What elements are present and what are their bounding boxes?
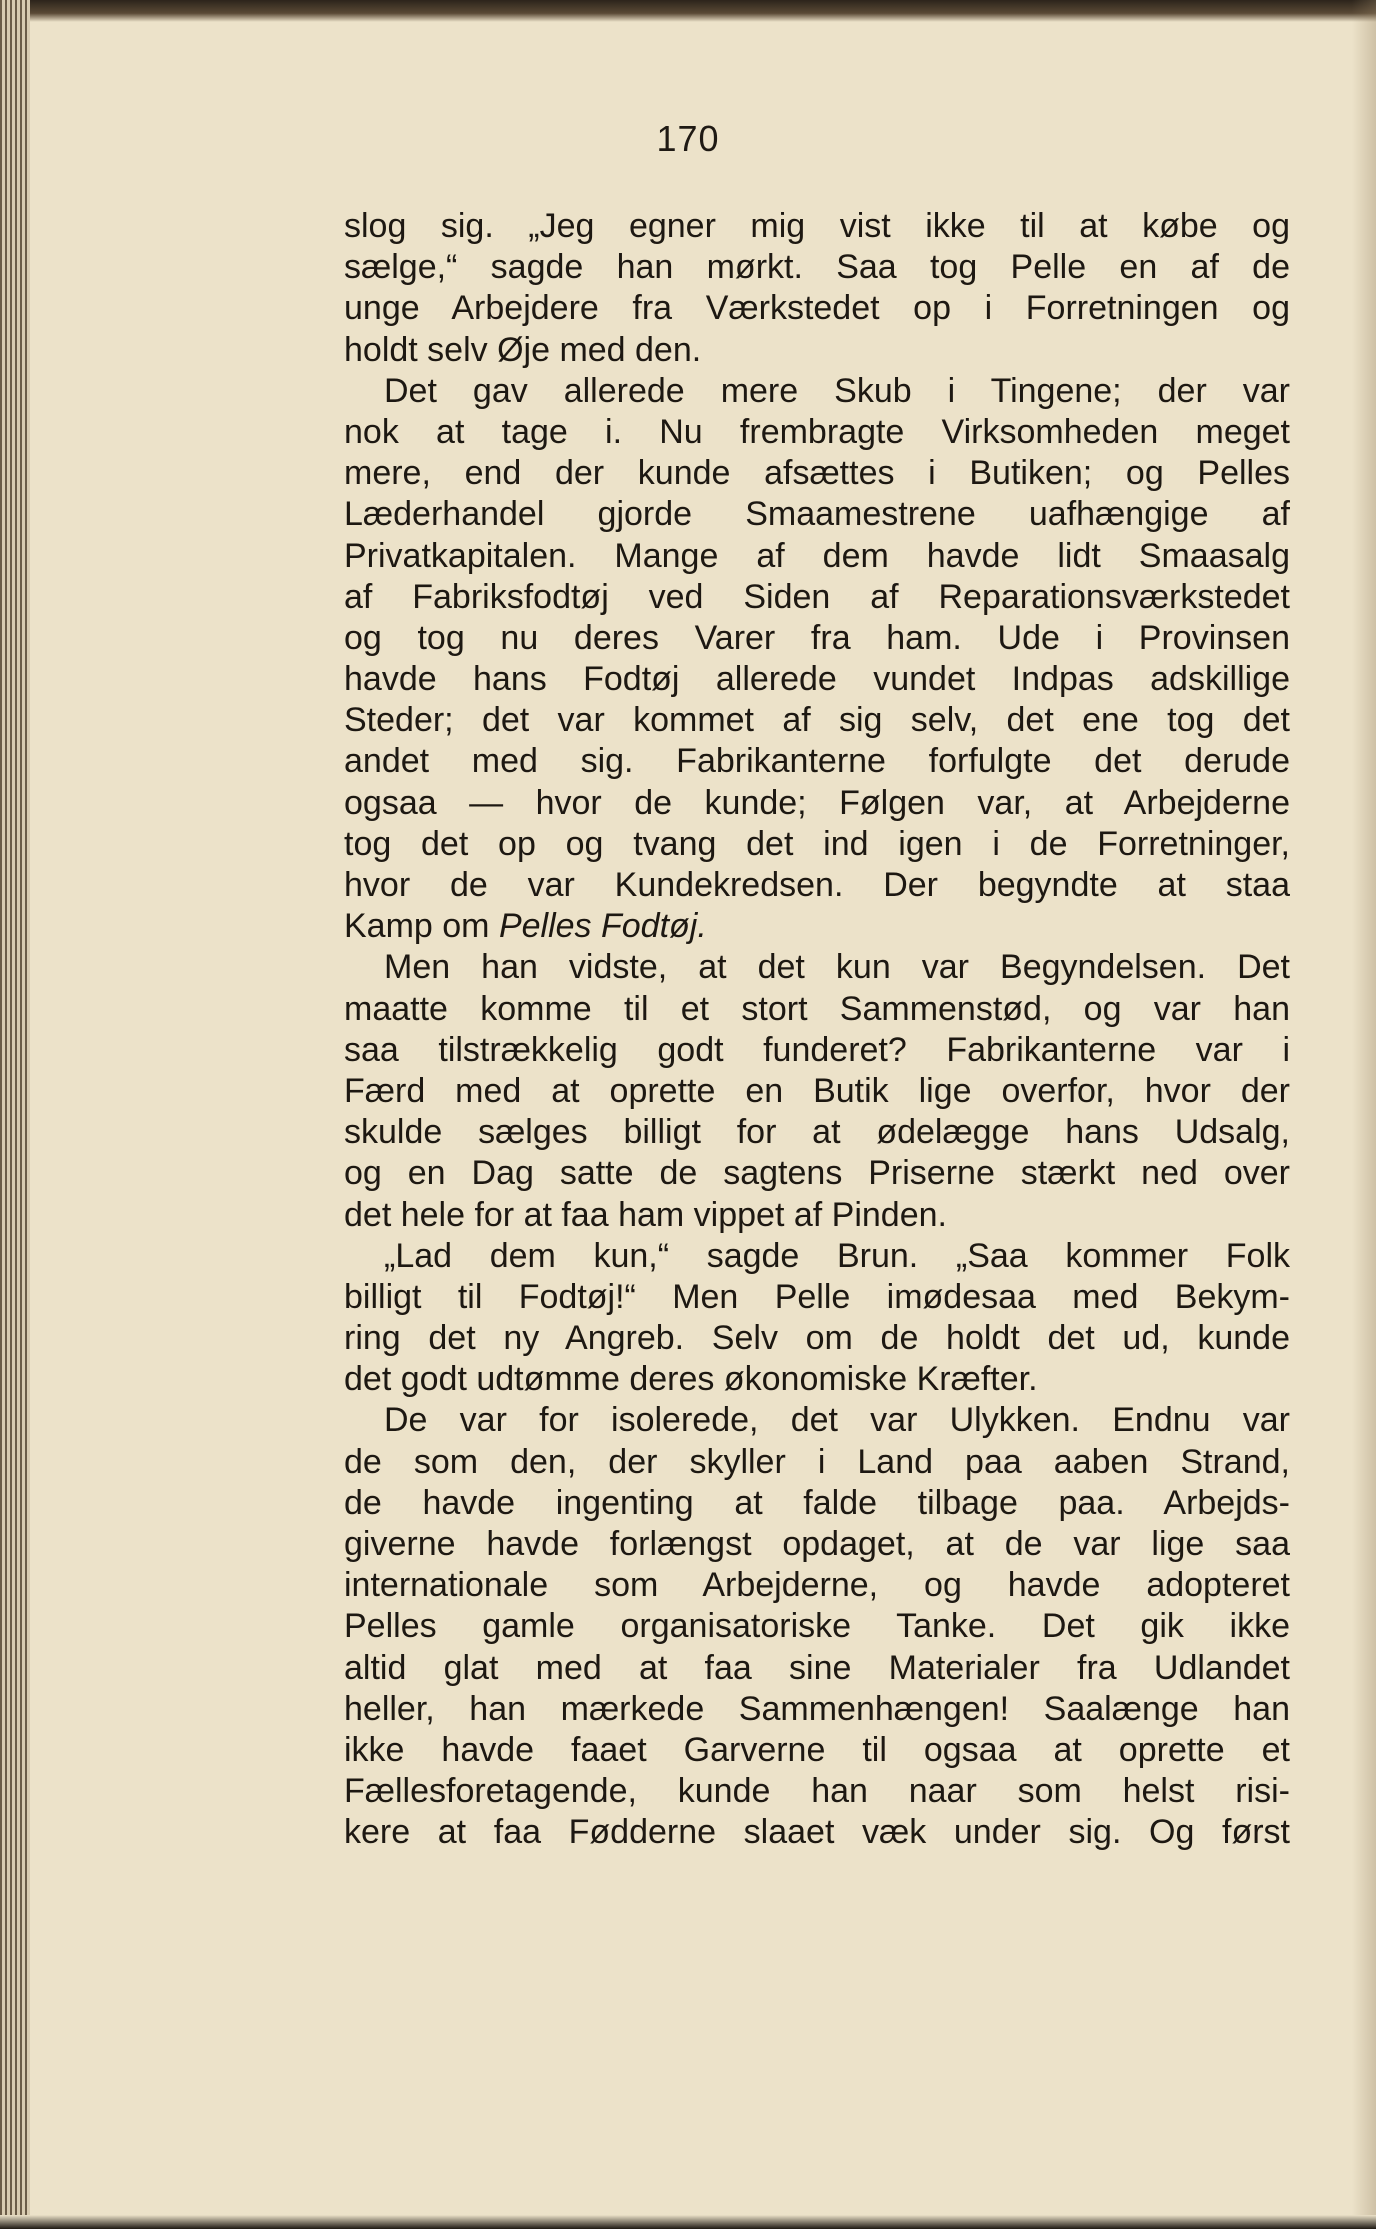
text-line [344,494,1290,535]
text-line [344,412,1290,453]
text-line [344,536,1290,577]
text-line-content: kere at faa Fødderne slaaet væk under sig. Og først [344,1813,1290,1852]
text-line-content: havde hans Fodtøj allerede vundet Indpas adskillige [344,660,1290,699]
text-line-content: og en Dag satte de sagtens Priserne stærkt ned over [344,1154,1290,1193]
text-line [344,1730,1290,1771]
text-line-content: det godt udtømme deres økonomiske Kræfter. [344,1360,1038,1399]
text-line-content: og tog nu deres Varer fra ham. Ude i Provinsen [344,618,1290,657]
text-line-content: billigt til Fodtøj!“ Men Pelle imødesaa med Bekym- [344,1277,1290,1316]
text-line-content: Pelles gamle organisatoriske Tanke. Det gik ikke [344,1607,1290,1646]
text-line [344,1153,1290,1194]
text-line-content: saa tilstrækkelig godt funderet? Fabrikanterne var i [344,1030,1290,1069]
text-line [344,1648,1290,1689]
text-line-content: Men han vidste, at det kun var Begyndelsen. Det [384,948,1290,987]
text-line [344,371,1290,412]
text-line [344,1689,1290,1730]
scan-bottom-edge [0,2215,1376,2229]
text-line-content: „Lad dem kun,“ sagde Brun. „Saa kommer Folk [384,1236,1290,1275]
text-line-content: holdt selv Øje med den. [344,330,702,369]
text-line [344,1442,1290,1483]
page-shadow [1352,0,1376,2229]
page-number: 170 [656,118,720,159]
text-line [344,1606,1290,1647]
text-line-content: Steder; det var kommet af sig selv, det ene tog det [344,701,1290,740]
text-line-content: giverne havde forlængst opdaget, at de var lige saa [344,1525,1290,1563]
text-line-content: slog sig. „Jeg egner mig vist ikke til at købe og [344,207,1290,245]
text-line [344,1236,1290,1277]
text-line [344,989,1290,1030]
text-line [344,1483,1290,1524]
text-line [344,618,1290,659]
text-line-content: det hele for at faa ham vippet af Pinden. [344,1195,947,1234]
text-line [344,1565,1290,1606]
text-line-content: heller, han mærkede Sammenhængen! Saalænge han [344,1689,1290,1728]
text-line [344,1359,1290,1400]
text-line-content: Færd med at oprette en Butik lige overfor, hvor der [344,1071,1290,1110]
text-line-content: Kamp om [344,907,499,946]
text-line [344,824,1290,865]
page-edges [0,0,30,2229]
text-line [344,206,1290,247]
text-line-content: mere, end der kunde afsættes i Butiken; og Pelles [344,454,1290,493]
text-line-content: ring det ny Angreb. Selv om de holdt det ud, kunde [344,1319,1290,1358]
text-line [344,247,1290,288]
text-line [344,1812,1290,1853]
text-line [344,1524,1290,1565]
text-line-content: andet med sig. Fabrikanterne forfulgte det derude [344,742,1290,781]
text-line [344,906,1290,947]
text-line-content: skulde sælges billigt for at ødelægge hans Udsalg, [344,1113,1290,1152]
text-line-content: af Fabriksfodtøj ved Siden af Reparationsværkstedet [344,577,1290,616]
text-line-content: Privatkapitalen. Mange af dem havde lidt Smaasalg [344,536,1290,575]
text-line-content: internationale som Arbejderne, og havde adopteret [344,1566,1290,1605]
body-text [344,206,1290,1854]
text-line [344,1071,1290,1112]
text-line-content: nok at tage i. Nu frembragte Virksomheden meget [344,412,1290,451]
text-line [344,453,1290,494]
text-line [344,577,1290,618]
text-line [344,947,1290,988]
text-line-content: de som den, der skyller i Land paa aaben Strand, [344,1442,1290,1481]
text-line-content: de havde ingenting at falde tilbage paa. Arbejds- [344,1483,1290,1522]
text-line [344,1030,1290,1071]
text-line [344,288,1290,329]
scan-top-edge [0,0,1376,22]
text-line-content: maatte komme til et stort Sammenstød, og var han [344,989,1290,1028]
text-line-content: hvor de var Kundekredsen. Der begyndte at staa [344,866,1290,904]
text-line-content: De var for isolerede, det var Ulykken. Endnu var [384,1401,1290,1440]
text-line [344,1400,1290,1441]
text-line-content: unge Arbejdere fra Værkstedet op i Forretningen og [344,289,1290,328]
text-line [344,1771,1290,1812]
text-line [344,330,1290,371]
text-line [344,741,1290,782]
text-line-content: tog det op og tvang det ind igen i de Forretninger, [344,824,1290,863]
text-line [344,1277,1290,1318]
text-line [344,1195,1290,1236]
text-line [344,783,1290,824]
text-line [344,700,1290,741]
text-line-content: Læderhandel gjorde Smaamestrene uafhængige af [344,495,1290,534]
text-line-content: Det gav allerede mere Skub i Tingene; der var [384,371,1290,410]
text-line-content: altid glat med at faa sine Materialer fra Udlandet [344,1648,1290,1687]
text-line [344,1112,1290,1153]
text-line-content: ogsaa — hvor de kunde; Følgen var, at Arbejderne [344,783,1290,822]
text-line-content: ikke havde faaet Garverne til ogsaa at oprette et [344,1730,1290,1769]
italic-title: Pelles Fodtøj. [498,907,707,946]
text-line [344,1318,1290,1359]
text-line-content: sælge,“ sagde han mørkt. Saa tog Pelle en af de [344,248,1290,287]
text-line [344,865,1290,906]
text-line-content: Fællesforetagende, kunde han naar som helst risi- [344,1772,1290,1811]
text-line [344,659,1290,700]
